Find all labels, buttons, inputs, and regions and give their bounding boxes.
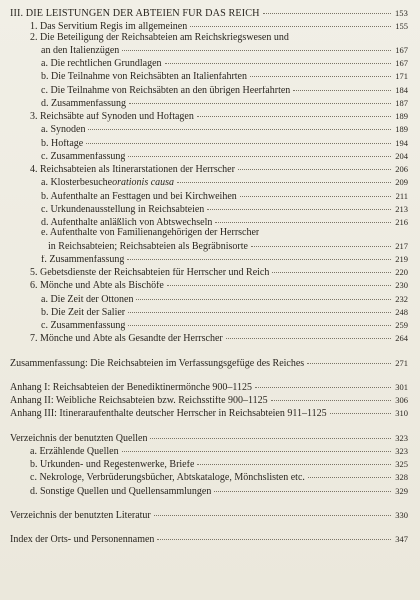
leader-dots	[129, 94, 391, 104]
toc-page-number: 329	[395, 485, 408, 496]
toc-entry-label: Verzeichnis der benutzten Quellen	[10, 433, 148, 444]
leader-dots	[207, 200, 391, 210]
toc-entry[interactable]	[10, 484, 408, 497]
toc-entry-label: Verzeichnis der benutzten Literatur	[10, 510, 151, 521]
table-of-contents	[10, 6, 408, 545]
leader-dots	[238, 160, 391, 170]
toc-entry-label: 6. Mönche und Äbte als Bischöfe	[30, 281, 164, 292]
toc-entry-label: Anhang II: Weibliche Reichsabteien bzw. Reichsstifte 900–1125	[10, 396, 268, 406]
appendix-entries	[10, 380, 408, 420]
toc-page-number: 209	[395, 177, 408, 188]
toc-entry-label: Zusammenfassung: Die Reichsabteien im Verfassungsgefüge des Reiches	[10, 358, 305, 369]
toc-entry-label: 1. Das Servitium Regis im allgemeinen	[30, 22, 188, 33]
section-3-entries	[10, 19, 408, 344]
toc-entry-label: c. Zusammenfassung	[41, 151, 126, 162]
toc-entry-label: f. Zusammenfassung	[41, 254, 125, 265]
toc-entry[interactable]	[10, 331, 408, 344]
toc-entry[interactable]	[10, 215, 408, 228]
toc-entry-label: d. Sonstige Quellen und Quellensammlungen	[30, 486, 212, 497]
leader-dots	[150, 429, 391, 439]
toc-page-number: 189	[395, 111, 408, 121]
toc-entry-label: a. Die rechtlichen Grundlagen	[41, 59, 162, 69]
toc-entry-summary[interactable]	[10, 356, 408, 369]
leader-dots	[122, 442, 391, 452]
leader-dots	[128, 316, 391, 326]
leader-dots	[272, 263, 391, 273]
toc-page-number: 213	[395, 203, 408, 214]
toc-page-number: 347	[395, 534, 408, 544]
toc-entry-label: b. Hoftage	[41, 138, 84, 149]
toc-page-number: 211	[395, 190, 408, 201]
leader-dots	[197, 455, 391, 465]
leader-dots	[307, 354, 391, 364]
toc-page-number: 323	[395, 445, 408, 456]
toc-entry-label: in Reichsabteien; Reichsabteien als Begräbnisorte	[48, 241, 248, 252]
toc-page-number: 189	[395, 124, 408, 135]
toc-page-number: 232	[395, 293, 408, 304]
toc-entry-label: c. Nekrologe, Verbrüderungsbücher, Abtskataloge, Mönchslisten etc.	[30, 473, 305, 484]
toc-page-number: 187	[395, 97, 408, 108]
leader-dots	[308, 468, 391, 478]
leader-dots	[215, 213, 391, 223]
toc-entry-label: e. Aufenthalte von Familienangehörigen der Herrscher	[41, 228, 260, 239]
toc-entry-label: b. Aufenthalte an Festtagen und bei Kirchweihen	[41, 191, 237, 202]
toc-page-number: 194	[395, 137, 408, 148]
leader-dots	[157, 530, 391, 540]
toc-entry-label: b. Die Zeit der Salier	[41, 307, 126, 318]
leader-dots	[330, 404, 391, 414]
toc-entry-label: b. Urkunden- und Regestenwerke, Briefe	[30, 460, 195, 470]
toc-entry[interactable]	[10, 19, 408, 32]
toc-entry-label: Index der Orts- und Personennamen	[10, 535, 155, 545]
leader-dots	[136, 290, 391, 300]
toc-page-number: 206	[395, 164, 408, 174]
toc-entry-label: an den Italienzügen	[41, 45, 120, 56]
leader-dots	[263, 4, 391, 14]
toc-entry-label: a. Erzählende Quellen	[30, 446, 119, 457]
leader-dots	[271, 391, 391, 401]
toc-page-number: 301	[395, 381, 408, 392]
toc-page-number: 230	[395, 280, 408, 291]
toc-page-number: 155	[395, 21, 408, 32]
toc-page-number: 259	[395, 320, 408, 330]
leader-dots	[251, 237, 391, 247]
toc-page-number: 328	[395, 472, 408, 483]
toc-page-number: 271	[395, 357, 408, 368]
toc-entry-label: a. Die Zeit der Ottonen	[41, 294, 134, 305]
leader-dots	[214, 482, 391, 492]
toc-entry-label: d. Zusammenfassung	[41, 98, 126, 109]
leader-dots	[88, 120, 391, 130]
toc-entry-literature[interactable]	[10, 508, 408, 521]
leader-dots	[240, 187, 391, 197]
leader-dots	[255, 378, 391, 388]
toc-entry-label: 7. Mönche und Äbte als Gesandte der Herrscher	[30, 334, 223, 345]
toc-page-number: 330	[395, 509, 408, 520]
toc-entry-label: III. DIE LEISTUNGEN DER ABTEIEN FÜR DAS REICH	[10, 9, 260, 19]
toc-entry-label: 4. Reichsabteien als Itinerarstationen der Herrscher	[30, 165, 235, 175]
leader-dots	[177, 173, 391, 183]
toc-page-number: 306	[395, 395, 408, 405]
toc-entry-label: c. Die Teilnahme von Reichsäbten an den übrigen Heerfahrten	[41, 85, 291, 96]
leader-dots	[128, 303, 391, 313]
toc-entry-label: c. Urkundenausstellung in Reichsabteien	[41, 204, 205, 215]
toc-page-number: 167	[395, 58, 408, 68]
toc-entry-italic-term: orationis causa	[112, 177, 175, 189]
toc-page-number: 325	[395, 459, 408, 469]
leader-dots	[293, 81, 391, 91]
toc-entry-label: 3. Reichsäbte auf Synoden und Hoftagen	[30, 112, 194, 122]
toc-page-number: 216	[395, 217, 408, 227]
leader-dots	[190, 17, 391, 27]
leader-dots	[165, 54, 391, 64]
source-entries	[10, 444, 408, 497]
toc-page-number: 217	[395, 240, 408, 251]
toc-entry-label: Anhang III: Itineraraufenthalte deutscher Herrscher in Reichsabteien 911–1125	[10, 409, 327, 420]
leader-dots	[197, 107, 391, 117]
toc-entry-label: b. Die Teilnahme von Reichsäbten an Italienfahrten	[41, 72, 247, 83]
toc-page-number: 264	[395, 333, 408, 344]
toc-page-number: 220	[395, 267, 408, 277]
toc-entry-index[interactable]	[10, 532, 408, 545]
leader-dots	[127, 250, 391, 260]
toc-page-number: 248	[395, 306, 408, 317]
toc-page-number: 310	[395, 408, 408, 419]
toc-page-number: 204	[395, 150, 408, 161]
toc-page-number: 171	[395, 71, 408, 82]
toc-entry-label: c. Zusammenfassung	[41, 321, 126, 331]
toc-entry-label: Anhang I: Reichsabteien der Benediktinermönche 900–1125	[10, 382, 253, 393]
toc-entry-label: a. Synoden	[41, 125, 86, 136]
toc-entry-label: d. Aufenthalte anläßlich von Abtswechseln	[41, 218, 213, 228]
leader-dots	[250, 67, 391, 77]
toc-entry[interactable]	[10, 406, 408, 419]
toc-page-number: 323	[395, 432, 408, 443]
leader-dots	[167, 276, 391, 286]
toc-entry-label: 5. Gebetsdienste der Reichsabteien für Herrscher und Reich	[30, 268, 270, 278]
toc-page-number: 184	[395, 84, 408, 95]
leader-dots	[226, 329, 391, 339]
leader-dots	[122, 41, 391, 51]
toc-page-number: 167	[395, 44, 408, 55]
leader-dots	[154, 506, 391, 516]
leader-dots	[86, 134, 391, 144]
toc-page-number: 219	[395, 253, 408, 264]
leader-dots	[128, 147, 391, 157]
toc-entry-label: 2. Die Beteiligung der Reichsabteien am Reichskriegswesen und	[30, 32, 289, 43]
toc-entry-label: a. Klosterbesuche	[41, 178, 113, 189]
toc-page-number: 153	[394, 8, 408, 18]
